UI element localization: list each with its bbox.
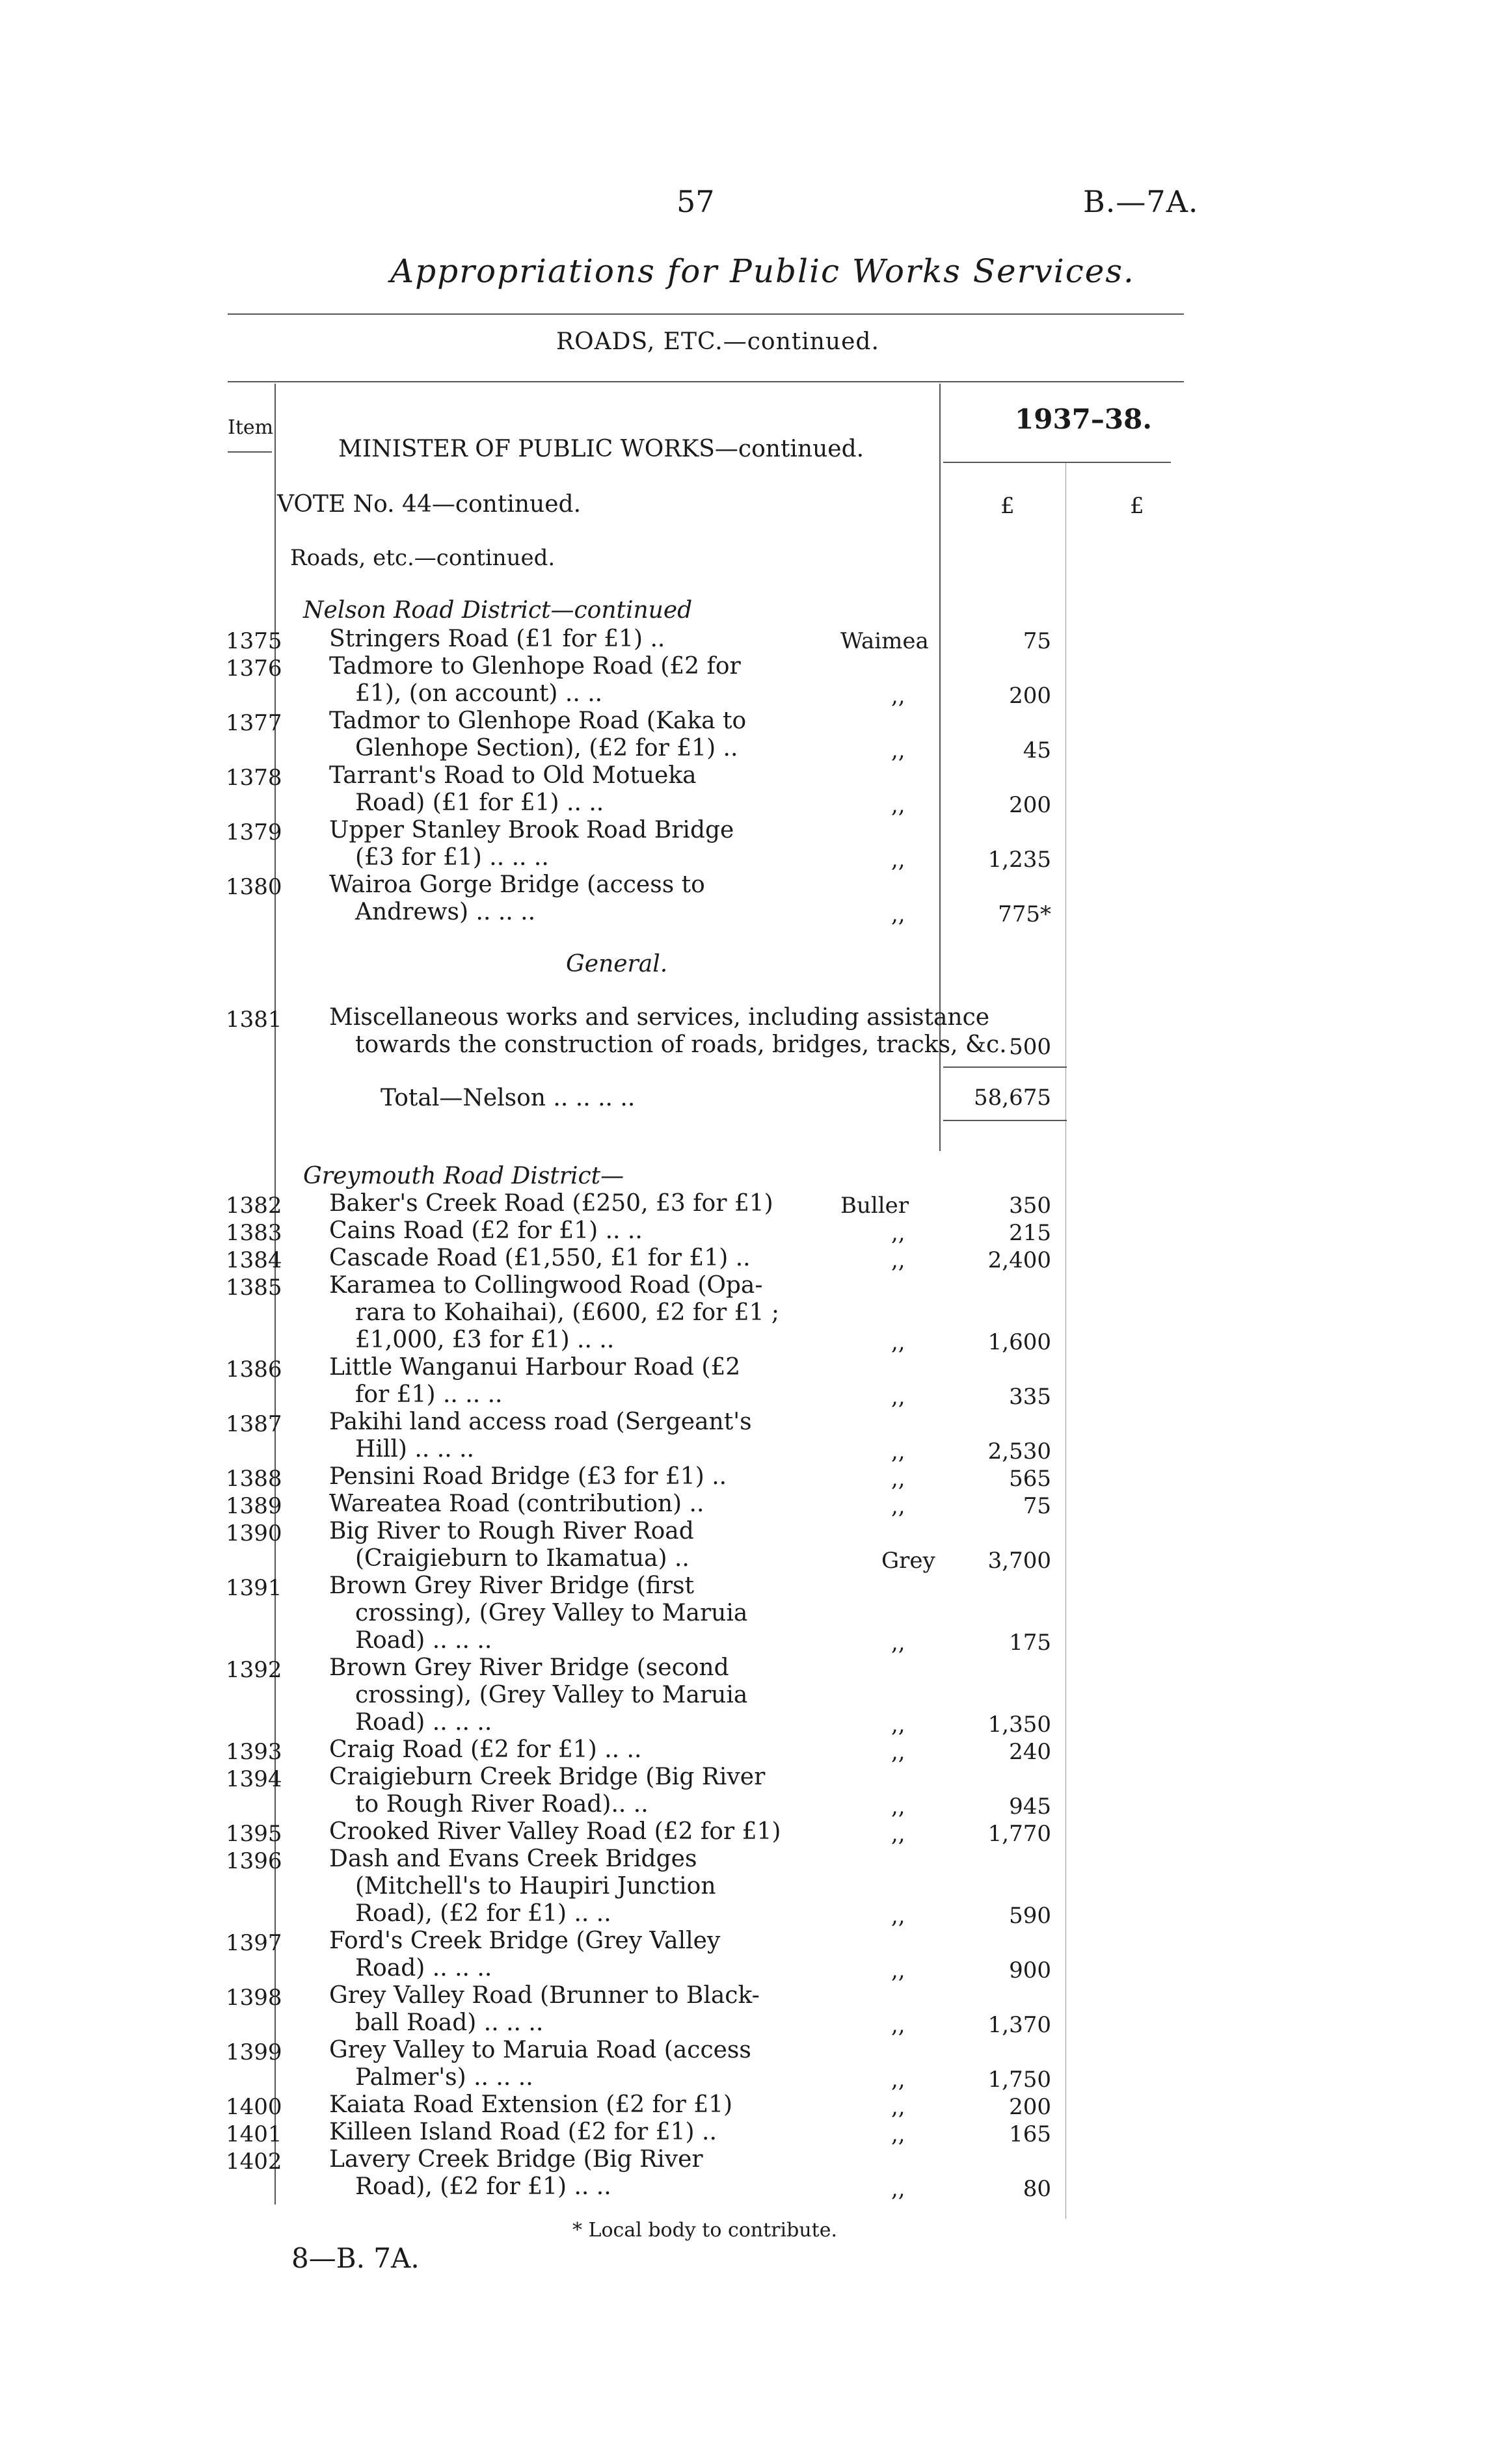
item-description: Brown Grey River Bridge (first: [329, 1572, 694, 1599]
item-number: 1386: [226, 1357, 282, 1383]
item-number: 1377: [226, 710, 282, 736]
item-electorate: ,,: [891, 847, 905, 873]
item-electorate: ,,: [891, 901, 905, 927]
item-number: 1399: [226, 2039, 282, 2065]
roads-subheading: Roads, etc.—continued.: [290, 545, 556, 571]
item-description: crossing), (Grey Valley to Maruia: [355, 1682, 748, 1708]
item-description: Dash and Evans Creek Bridges: [329, 1846, 697, 1872]
footnote: * Local body to contribute.: [572, 2219, 837, 2242]
document-reference: B.—7A.: [1083, 184, 1199, 219]
item-description: Road) .. .. ..: [355, 1627, 492, 1654]
currency-symbol: £: [1000, 493, 1015, 519]
item-description: Cains Road (£2 for £1) .. ..: [329, 1217, 643, 1244]
item-heading-rule: [228, 451, 272, 453]
item-electorate: ,,: [891, 1247, 905, 1273]
item-description: Road), (£2 for £1) .. ..: [355, 1900, 611, 1927]
item-description: Palmer's) .. .. ..: [355, 2064, 533, 2091]
item-electorate: ,,: [891, 1438, 905, 1464]
item-amount: 2,400: [987, 1247, 1051, 1273]
item-description: Ford's Creek Bridge (Grey Valley: [329, 1927, 721, 1954]
item-number: 1393: [226, 1739, 282, 1765]
item-description: Road) .. .. ..: [355, 1709, 492, 1736]
item-description: Cascade Road (£1,550, £1 for £1) ..: [329, 1245, 751, 1271]
item-description: (£3 for £1) .. .. ..: [355, 844, 549, 871]
item-description: Tarrant's Road to Old Motueka: [329, 762, 697, 789]
item-amount: 2,530: [987, 1438, 1051, 1464]
year-heading-rule: [943, 462, 1171, 463]
item-number: 1402: [226, 2149, 282, 2175]
item-description: Upper Stanley Brook Road Bridge: [329, 817, 734, 843]
item-description: Wareatea Road (contribution) ..: [329, 1490, 704, 1517]
item-amount: 240: [1009, 1739, 1051, 1765]
item-number: 1390: [226, 1520, 282, 1546]
title-rule: [228, 313, 1184, 315]
item-amount: 350: [1009, 1193, 1051, 1219]
item-description: rara to Kohaihai), (£600, £2 for £1 ;: [355, 1299, 780, 1326]
item-amount: 75: [1023, 628, 1051, 654]
district-heading-greymouth: Greymouth Road District—: [303, 1163, 624, 1189]
item-description: Grey Valley to Maruia Road (access: [329, 2037, 751, 2063]
item-number: 1382: [226, 1193, 282, 1219]
item-amount: 1,370: [987, 2012, 1051, 2038]
general-heading: General.: [566, 951, 668, 977]
item-number: 1381: [226, 1007, 282, 1033]
item-electorate: ,,: [891, 1329, 905, 1355]
item-number: 1376: [226, 656, 282, 682]
item-description: Craig Road (£2 for £1) .. ..: [329, 1736, 642, 1763]
item-description: for £1) .. .. ..: [355, 1381, 503, 1408]
item-description: Craigieburn Creek Bridge (Big River: [329, 1764, 766, 1790]
item-amount: 945: [1009, 1794, 1051, 1820]
item-description: Wairoa Gorge Bridge (access to: [329, 871, 705, 898]
item-number: 1396: [226, 1848, 282, 1874]
total-top-rule: [943, 1066, 1067, 1068]
item-description: (Craigieburn to Ikamatua) ..: [355, 1545, 690, 1572]
item-electorate: ,,: [891, 1630, 905, 1656]
item-electorate: ,,: [891, 1220, 905, 1246]
item-number: 1392: [226, 1657, 282, 1683]
item-electorate: ,,: [891, 2067, 905, 2093]
item-electorate: ,,: [891, 2094, 905, 2120]
item-description: Stringers Road (£1 for £1) ..: [329, 626, 665, 652]
item-description: Big River to Rough River Road: [329, 1518, 694, 1544]
district-heading-nelson: Nelson Road District—continued: [303, 597, 693, 624]
item-description: Tadmor to Glenhope Road (Kaka to: [329, 708, 747, 734]
item-amount: 335: [1009, 1384, 1051, 1410]
item-electorate: ,,: [891, 1739, 905, 1765]
item-number: 1380: [226, 874, 282, 900]
item-number: 1375: [226, 628, 282, 654]
vote-heading: VOTE No. 44—continued.: [277, 491, 582, 518]
item-description: Karamea to Collingwood Road (Opa-: [329, 1272, 763, 1299]
item-amount: 165: [1009, 2121, 1051, 2147]
section-heading: ROADS, ETC.—continued.: [556, 328, 879, 355]
item-number: 1383: [226, 1220, 282, 1246]
item-electorate: ,,: [891, 683, 905, 709]
year-column-heading: 1937–38.: [1015, 403, 1152, 435]
item-number: 1385: [226, 1275, 282, 1301]
table-top-rule: [228, 381, 1184, 382]
item-amount: 215: [1009, 1220, 1051, 1246]
total-bottom-rule: [943, 1120, 1067, 1121]
item-column-heading: Item: [228, 416, 274, 439]
item-electorate: Waimea: [840, 628, 929, 654]
item-electorate: ,,: [891, 792, 905, 818]
item-description: Lavery Creek Bridge (Big River: [329, 2146, 703, 2173]
item-description: Killeen Island Road (£2 for £1) ..: [329, 2119, 717, 2145]
item-amount: 590: [1009, 1903, 1051, 1929]
item-description: ball Road) .. .. ..: [355, 2009, 544, 2036]
item-electorate: ,,: [891, 1466, 905, 1492]
item-description: Andrews) .. .. ..: [355, 899, 536, 925]
item-description: to Rough River Road).. ..: [355, 1791, 649, 1818]
item-description: £1,000, £3 for £1) .. ..: [355, 1327, 615, 1353]
item-description: Road) .. .. ..: [355, 1955, 492, 1981]
item-amount: 1,750: [987, 2067, 1051, 2093]
item-number: 1387: [226, 1411, 282, 1437]
second-amount-column-rule: [1065, 463, 1066, 2219]
item-electorate: Buller: [840, 1193, 909, 1219]
item-description: Pakihi land access road (Sergeant's: [329, 1409, 752, 1435]
item-electorate: ,,: [891, 2176, 905, 2202]
item-amount: 175: [1009, 1630, 1051, 1656]
item-description: crossing), (Grey Valley to Maruia: [355, 1600, 748, 1626]
item-number: 1394: [226, 1766, 282, 1792]
item-number: 1400: [226, 2094, 282, 2120]
item-electorate: ,,: [891, 1794, 905, 1820]
item-description: £1), (on account) .. ..: [355, 680, 603, 707]
item-description: Crooked River Valley Road (£2 for £1): [329, 1818, 781, 1845]
item-number: 1391: [226, 1575, 282, 1601]
item-number: 1398: [226, 1985, 282, 2011]
item-description: (Mitchell's to Haupiri Junction: [355, 1873, 716, 1900]
item-description: Grey Valley Road (Brunner to Black-: [329, 1982, 760, 2009]
item-number: 1401: [226, 2121, 282, 2147]
item-description: Baker's Creek Road (£250, £3 for £1): [329, 1190, 773, 1217]
item-description: Road), (£2 for £1) .. ..: [355, 2173, 611, 2200]
item-electorate: Grey: [881, 1548, 935, 1574]
item-amount: 75: [1023, 1493, 1051, 1519]
item-description: Road) (£1 for £1) .. ..: [355, 789, 604, 816]
item-amount: 500: [1009, 1034, 1051, 1060]
currency-symbol: £: [1130, 493, 1144, 519]
item-amount: 200: [1009, 2094, 1051, 2120]
item-description: Tadmore to Glenhope Road (£2 for: [329, 653, 741, 680]
item-description: Pensini Road Bridge (£3 for £1) ..: [329, 1463, 727, 1490]
item-number: 1397: [226, 1930, 282, 1956]
item-electorate: ,,: [891, 1903, 905, 1929]
item-description: Glenhope Section), (£2 for £1) ..: [355, 735, 738, 762]
minister-heading: MINISTER OF PUBLIC WORKS—continued.: [338, 436, 864, 462]
item-number: 1389: [226, 1493, 282, 1519]
item-electorate: ,,: [891, 2121, 905, 2147]
item-amount: 1,600: [987, 1329, 1051, 1355]
item-amount: 1,350: [987, 1712, 1051, 1738]
item-amount: 45: [1023, 737, 1051, 763]
item-electorate: ,,: [891, 1957, 905, 1983]
item-description: Miscellaneous works and services, including assistance: [329, 1004, 990, 1031]
item-amount: 200: [1009, 683, 1051, 709]
item-number: 1378: [226, 765, 282, 791]
item-electorate: ,,: [891, 1384, 905, 1410]
item-number: 1384: [226, 1247, 282, 1273]
item-amount: 80: [1023, 2176, 1051, 2202]
item-description: Brown Grey River Bridge (second: [329, 1654, 729, 1681]
item-description: Hill) .. .. ..: [355, 1436, 474, 1463]
item-description: Little Wanganui Harbour Road (£2: [329, 1354, 741, 1381]
item-amount: 200: [1009, 792, 1051, 818]
item-number: 1388: [226, 1466, 282, 1492]
item-number: 1379: [226, 819, 282, 845]
page-title: Appropriations for Public Works Services.: [390, 252, 1135, 290]
item-amount: 1,770: [987, 1821, 1051, 1847]
item-electorate: ,,: [891, 1821, 905, 1847]
bottom-reference: 8—B. 7A.: [291, 2242, 420, 2274]
item-electorate: ,,: [891, 737, 905, 763]
item-electorate: ,,: [891, 2012, 905, 2038]
item-amount: 775*: [998, 901, 1051, 927]
item-amount: 3,700: [987, 1548, 1051, 1574]
page-number: 57: [677, 184, 715, 219]
item-amount: 565: [1009, 1466, 1051, 1492]
item-description: Kaiata Road Extension (£2 for £1): [329, 2091, 733, 2118]
item-electorate: ,,: [891, 1712, 905, 1738]
item-electorate: ,,: [891, 1493, 905, 1519]
item-amount: 1,235: [987, 847, 1051, 873]
total-amount: 58,675: [974, 1085, 1051, 1111]
item-number: 1395: [226, 1821, 282, 1847]
item-amount: 900: [1009, 1957, 1051, 1983]
item-description: towards the construction of roads, bridges, tracks, &c.: [355, 1031, 1007, 1058]
total-label: Total—Nelson .. .. .. ..: [381, 1085, 636, 1111]
